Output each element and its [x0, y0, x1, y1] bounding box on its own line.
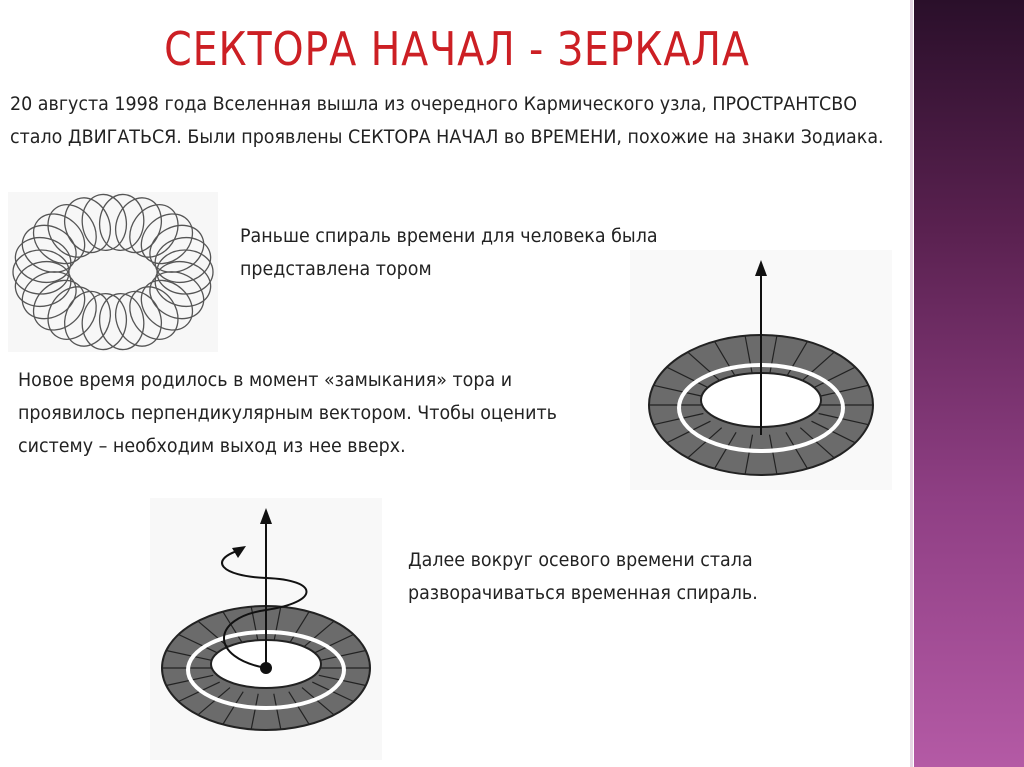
- torus-with-vector-figure: [630, 250, 892, 490]
- slide-title: СЕКТОРА НАЧАЛ - ЗЕРКАЛА: [164, 22, 750, 76]
- intro-paragraph: 20 августа 1998 года Вселенная вышла из очередного Кармического узла, ПРОСТРАНТСВО стало ДВИГАТЬСЯ. Были проявлены СЕКТОРА НАЧАЛ во ВРЕМЕНИ, похожие на знаки Зодиака.: [10, 93, 884, 148]
- wireframe-torus-figure: [8, 192, 218, 352]
- spiral-text: Далее вокруг осевого времени стала разворачиваться временная спираль.: [408, 549, 758, 604]
- decorative-side-bar: [914, 0, 1024, 767]
- side-bar-divider: [910, 0, 913, 767]
- new-time-text: Новое время родилось в момент «замыкания» тора и проявилось перпендикулярным вектором. Чтобы оценить систему – необходим выход из нее вверх.: [18, 369, 557, 457]
- torus-before-text: Раньше спираль времени для человека была представлена тором: [240, 225, 658, 280]
- torus-with-spiral-figure: [150, 498, 382, 760]
